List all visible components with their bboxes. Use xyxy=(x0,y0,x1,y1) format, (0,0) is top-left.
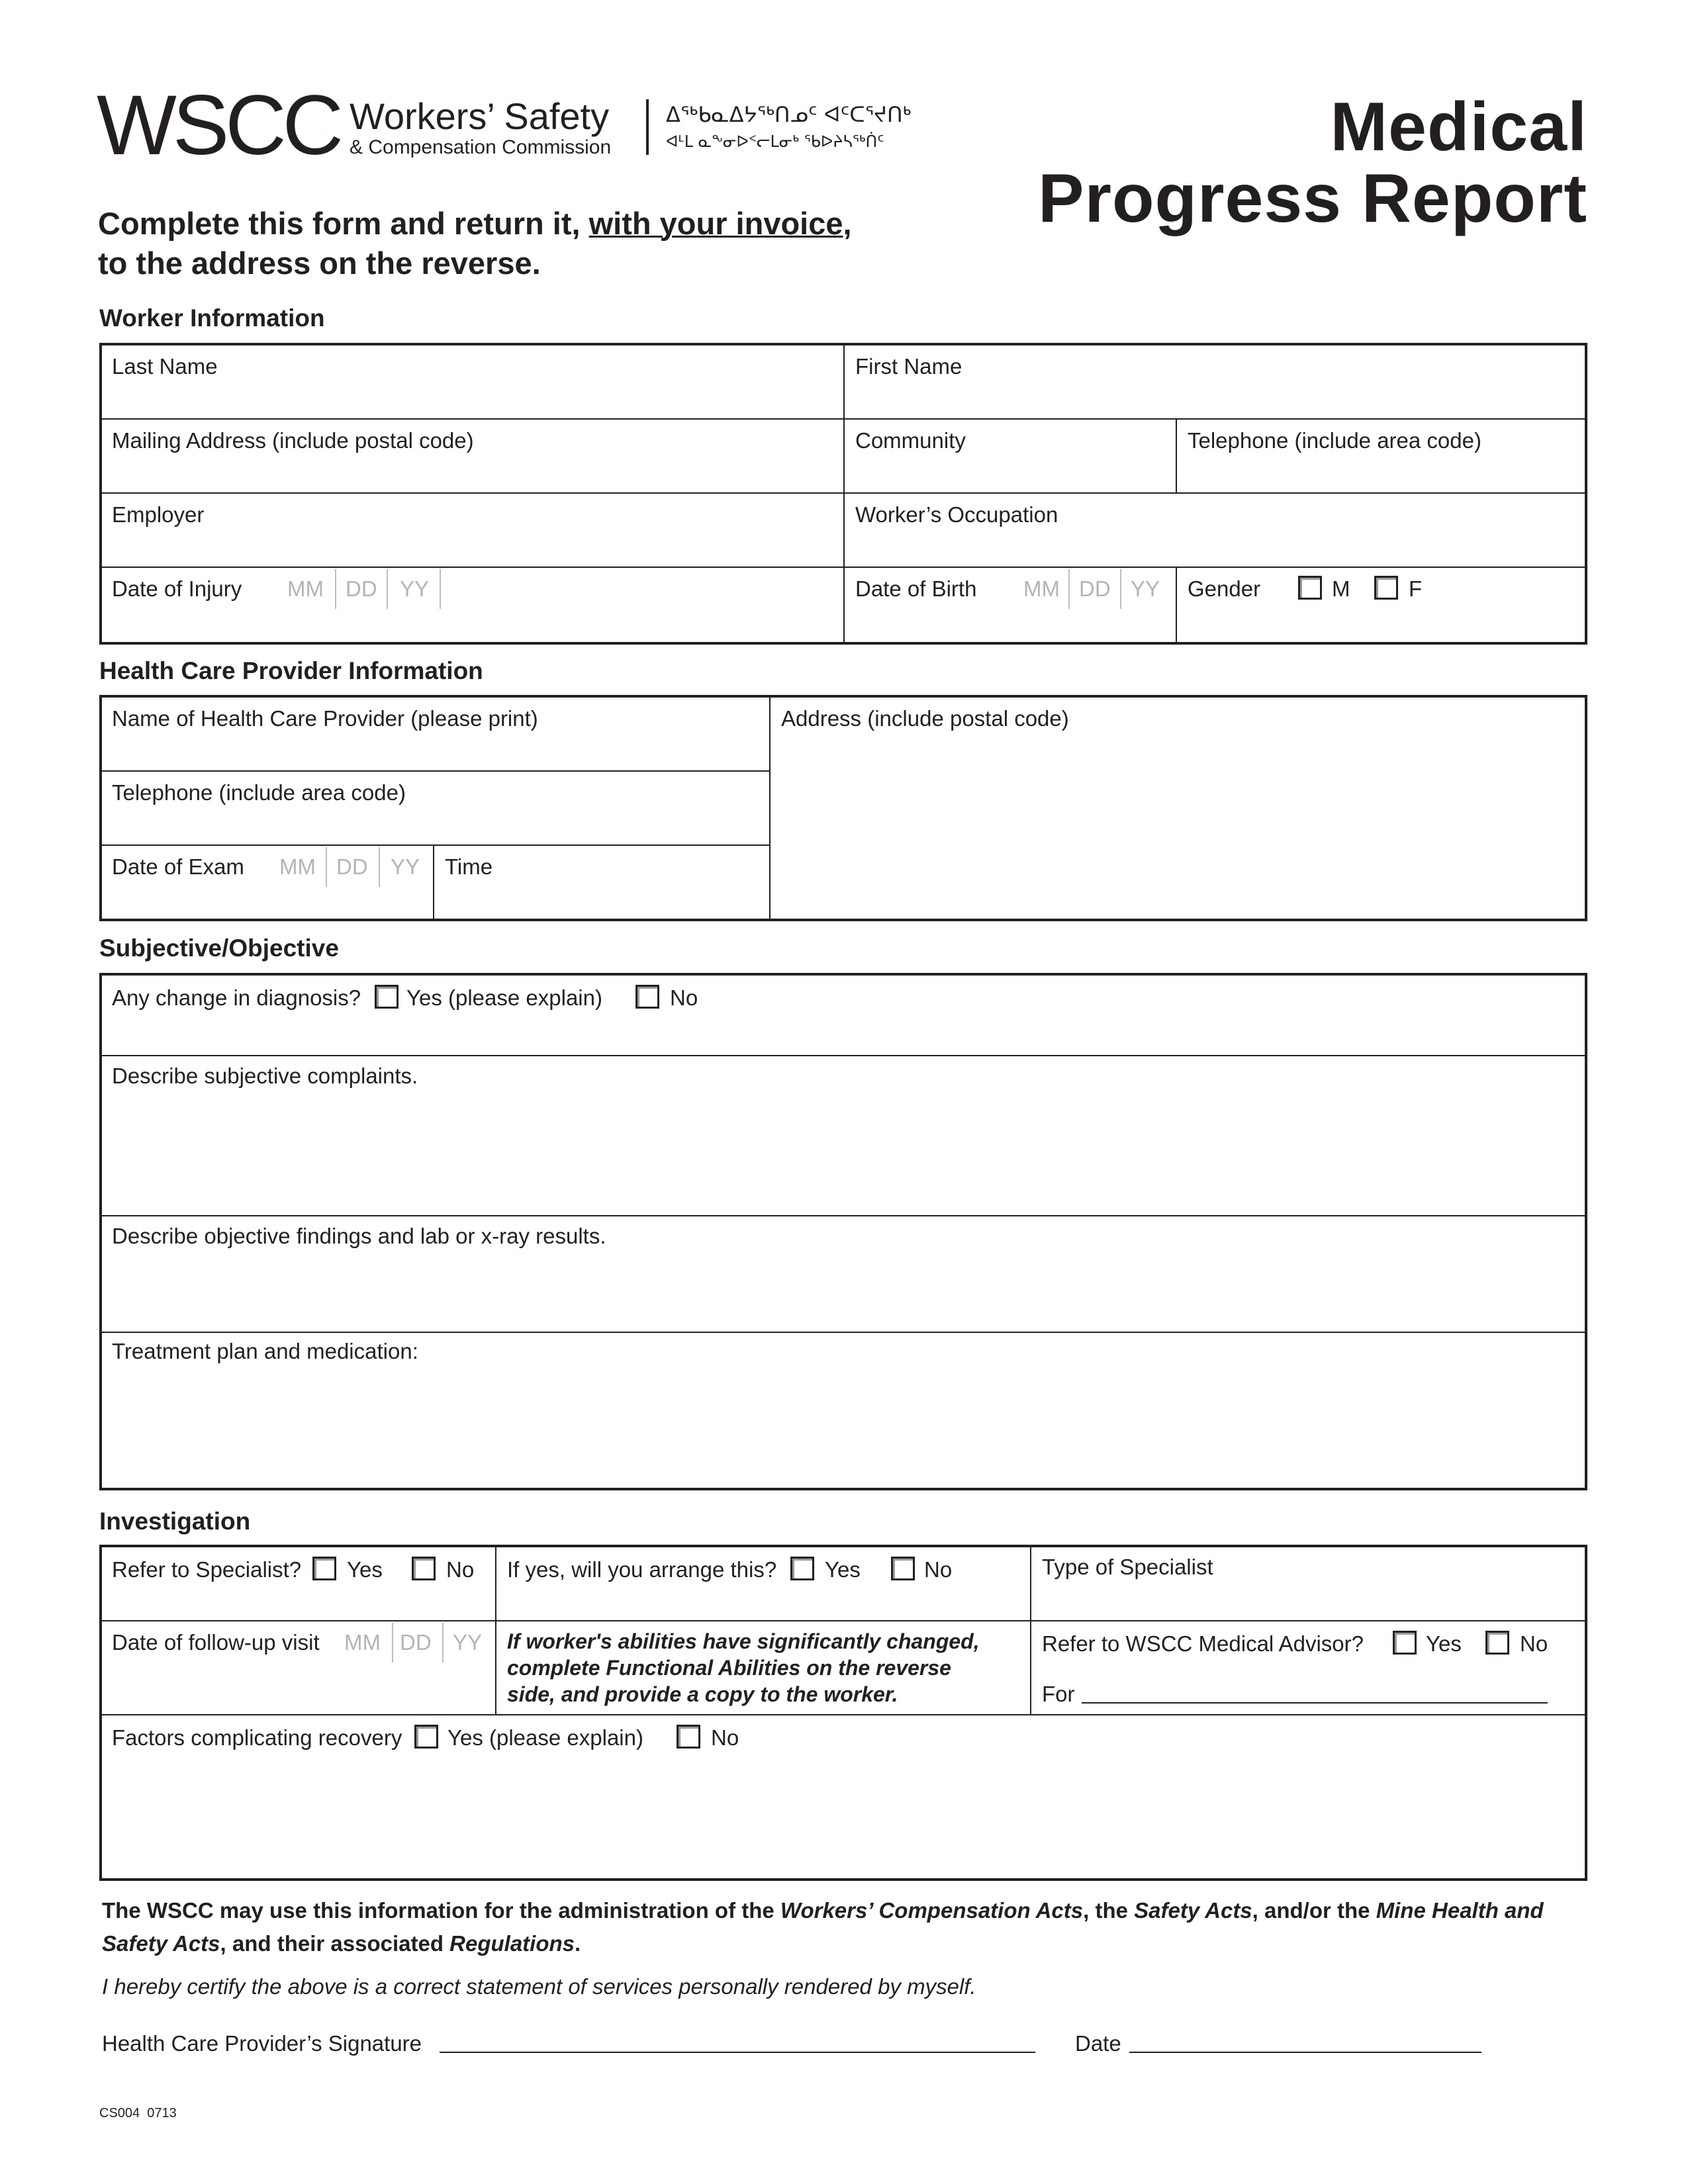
notice-text: The WSCC may use this information for the administration of the xyxy=(102,1898,780,1923)
form-code: CS004 0713 xyxy=(99,2106,177,2120)
abilities-note-line2: complete Functional Abilities on the reverse xyxy=(507,1656,951,1680)
advisor-no-label: No xyxy=(1520,1631,1548,1656)
signature-label: Health Care Provider’s Signature xyxy=(102,2031,422,2056)
factors-label: Factors complicating recovery xyxy=(112,1725,402,1750)
logo-divider xyxy=(646,99,649,155)
col-divider xyxy=(433,844,434,920)
row-divider xyxy=(101,770,770,772)
notice-act: Mine Health and Safety Acts xyxy=(102,1898,1544,1956)
col-divider xyxy=(843,344,845,643)
advisor-for-label: For xyxy=(1042,1682,1075,1706)
date-divider xyxy=(1068,569,1070,609)
notice-text: , the xyxy=(1083,1898,1135,1923)
instruction-text: Complete this form and return it, xyxy=(98,206,589,241)
specialist-no-checkbox[interactable] xyxy=(412,1557,436,1580)
provider-name-field[interactable]: Name of Health Care Provider (please print) xyxy=(112,706,538,731)
first-name-field[interactable]: First Name xyxy=(855,354,962,379)
inuktitut-line2: ᐊᒻᒪ ᓇᖕᓂᐅᑉᓕᒪᓂᒃ ᖃᐅᔨᓴᖅᑏᑦ xyxy=(666,132,884,151)
col-divider xyxy=(1176,418,1177,494)
row-divider xyxy=(101,844,770,846)
advisor-yes-label: Yes xyxy=(1426,1631,1462,1656)
change-in-diagnosis-label: Any change in diagnosis? xyxy=(112,985,361,1010)
gender-f-checkbox[interactable] xyxy=(1374,576,1398,600)
specialist-yes-label: Yes xyxy=(347,1557,383,1582)
factors-no-label: No xyxy=(711,1725,739,1750)
exam-year-field[interactable]: YY xyxy=(391,854,420,879)
date-divider xyxy=(440,569,441,609)
date-of-injury-label: Date of Injury xyxy=(112,576,242,601)
row-divider xyxy=(101,1620,1586,1621)
notice-text: , and/or the xyxy=(1252,1898,1376,1923)
date-divider xyxy=(1120,569,1121,609)
row-divider xyxy=(101,1714,1586,1715)
exam-day-field[interactable]: DD xyxy=(336,854,368,879)
diagnosis-no-checkbox[interactable] xyxy=(635,985,659,1009)
factors-no-checkbox[interactable] xyxy=(677,1725,700,1749)
followup-month-field[interactable]: MM xyxy=(344,1630,381,1655)
employer-field[interactable]: Employer xyxy=(112,502,205,527)
date-of-exam-label: Date of Exam xyxy=(112,854,244,879)
subjective-complaints-field[interactable]: Describe subjective complaints. xyxy=(112,1064,418,1088)
birth-year-field[interactable]: YY xyxy=(1131,576,1160,601)
diagnosis-no-label: No xyxy=(670,985,698,1010)
advisor-no-checkbox[interactable] xyxy=(1485,1631,1509,1655)
gender-m-checkbox[interactable] xyxy=(1298,576,1322,600)
diagnosis-yes-checkbox[interactable] xyxy=(375,985,399,1009)
signature-date-line[interactable] xyxy=(1129,2052,1481,2053)
exam-month-field[interactable]: MM xyxy=(279,854,316,879)
date-divider xyxy=(392,1623,393,1662)
notice-act: Safety Acts xyxy=(1134,1898,1252,1923)
abilities-note xyxy=(507,1628,980,1707)
notice-act: Regulations xyxy=(449,1931,575,1956)
wscc-logo xyxy=(97,78,340,173)
mailing-address-field[interactable]: Mailing Address (include postal code) xyxy=(112,428,474,453)
col-divider xyxy=(495,1546,496,1714)
refer-advisor-label: Refer to WSCC Medical Advisor? xyxy=(1042,1631,1364,1656)
type-of-specialist-field[interactable]: Type of Specialist xyxy=(1042,1555,1213,1579)
provider-address-field[interactable]: Address (include postal code) xyxy=(781,706,1069,731)
org-name-line2: & Compensation Commission xyxy=(350,136,612,158)
gender-label: Gender xyxy=(1188,576,1261,601)
provider-info-heading: Health Care Provider Information xyxy=(99,657,483,684)
exam-time-field[interactable]: Time xyxy=(445,854,493,879)
signature-date-label: Date xyxy=(1075,2031,1121,2056)
specialist-no-label: No xyxy=(446,1557,475,1582)
objective-findings-field[interactable]: Describe objective findings and lab or x-ray results. xyxy=(112,1224,606,1248)
col-divider xyxy=(1030,1546,1031,1714)
factors-yes-label: Yes (please explain) xyxy=(447,1725,643,1750)
org-name-inuktitut xyxy=(666,99,957,154)
occupation-field[interactable]: Worker’s Occupation xyxy=(855,502,1058,527)
specialist-yes-checkbox[interactable] xyxy=(312,1557,336,1580)
instruction-line2: to the address on the reverse. xyxy=(98,246,541,281)
date-divider xyxy=(335,569,336,609)
community-field[interactable]: Community xyxy=(855,428,966,453)
injury-day-field[interactable]: DD xyxy=(346,576,377,601)
gender-m-label: M xyxy=(1332,576,1350,601)
row-divider xyxy=(101,1332,1586,1333)
inuktitut-line1: ᐃᖅᑲᓇᐃᔭᖅᑎᓄᑦ ᐊᑦᑕᕐᔪᑎᒃ xyxy=(666,102,912,127)
instruction-comma: , xyxy=(843,206,852,241)
notice-act: Workers’ Compensation Acts xyxy=(780,1898,1084,1923)
form-title-line2: Progress Report xyxy=(1038,160,1587,237)
injury-month-field[interactable]: MM xyxy=(287,576,324,601)
date-of-birth-label: Date of Birth xyxy=(855,576,977,601)
signature-line[interactable] xyxy=(440,2052,1035,2053)
investigation-heading: Investigation xyxy=(99,1508,251,1535)
follow-up-label: Date of follow-up visit xyxy=(112,1630,320,1655)
refer-specialist-label: Refer to Specialist? xyxy=(112,1557,302,1582)
org-name-line1: Workers’ Safety xyxy=(350,95,610,137)
subjective-heading: Subjective/Objective xyxy=(99,934,339,962)
arrange-no-label: No xyxy=(924,1557,953,1582)
date-divider xyxy=(442,1623,444,1662)
arrange-no-checkbox[interactable] xyxy=(891,1557,915,1580)
birth-day-field[interactable]: DD xyxy=(1079,576,1111,601)
instruction-underlined: with your invoice xyxy=(588,206,843,241)
abilities-note-line3: side, and provide a copy to the worker. xyxy=(507,1682,898,1706)
worker-info-heading: Worker Information xyxy=(99,304,325,332)
treatment-plan-field[interactable]: Treatment plan and medication: xyxy=(112,1339,418,1363)
advisor-yes-checkbox[interactable] xyxy=(1393,1631,1417,1655)
logo-wordmark: WSCC xyxy=(97,78,340,173)
col-divider xyxy=(1176,567,1177,643)
notice-text: . xyxy=(575,1931,581,1956)
gender-f-label: F xyxy=(1409,576,1423,601)
factors-yes-checkbox[interactable] xyxy=(414,1725,438,1749)
provider-telephone-field[interactable]: Telephone (include area code) xyxy=(112,780,406,805)
injury-year-field[interactable]: YY xyxy=(400,576,430,601)
abilities-note-line1: If worker's abilities have significantly changed, xyxy=(507,1629,980,1653)
birth-month-field[interactable]: MM xyxy=(1023,576,1060,601)
arrange-label: If yes, will you arrange this? xyxy=(507,1557,777,1582)
followup-year-field[interactable]: YY xyxy=(453,1630,483,1655)
date-divider xyxy=(379,847,380,887)
followup-day-field[interactable]: DD xyxy=(400,1630,432,1655)
row-divider xyxy=(101,1055,1586,1056)
arrange-yes-checkbox[interactable] xyxy=(790,1557,814,1580)
org-name xyxy=(350,97,611,159)
date-divider xyxy=(326,847,327,887)
col-divider xyxy=(769,696,771,920)
form-title xyxy=(1038,89,1587,237)
date-divider xyxy=(387,569,388,609)
certification-text: I hereby certify the above is a correct statement of services personally rendered by myself. xyxy=(102,1974,976,1999)
worker-telephone-field[interactable]: Telephone (include area code) xyxy=(1188,428,1481,453)
form-instructions xyxy=(98,204,852,283)
advisor-for-line[interactable] xyxy=(1082,1702,1548,1704)
arrange-yes-label: Yes xyxy=(825,1557,861,1582)
row-divider xyxy=(101,1215,1586,1216)
privacy-notice xyxy=(102,1894,1589,1960)
investigation-table xyxy=(99,1545,1587,1881)
form-title-line1: Medical xyxy=(1330,89,1587,165)
notice-text: , and their associated xyxy=(220,1931,450,1956)
last-name-field[interactable]: Last Name xyxy=(112,354,218,379)
diagnosis-yes-label: Yes (please explain) xyxy=(406,985,602,1010)
